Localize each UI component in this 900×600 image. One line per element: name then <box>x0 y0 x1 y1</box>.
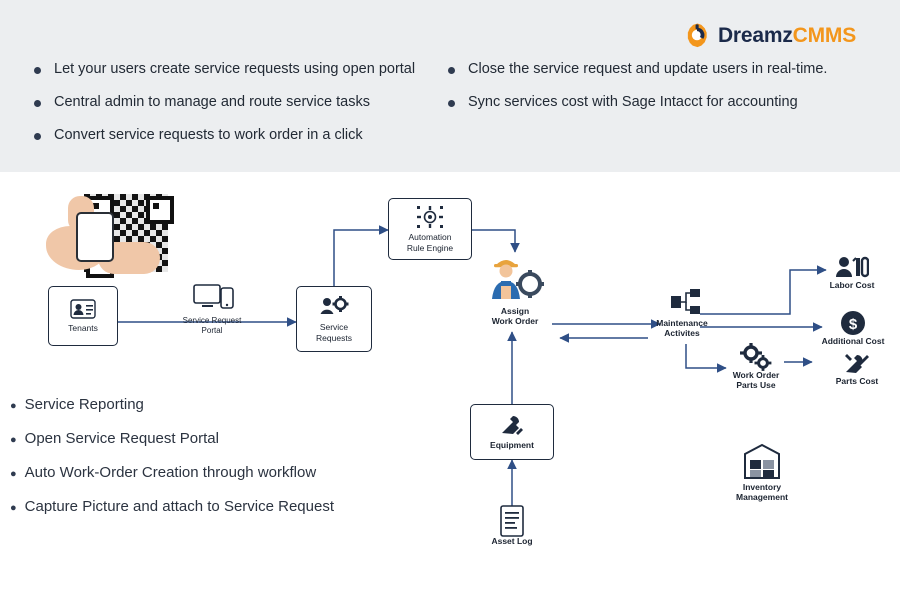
node-tenants[interactable] <box>48 286 118 346</box>
node-label-parts-cost: Parts Cost <box>835 376 879 386</box>
gear-logo-icon <box>684 22 711 49</box>
bullet-item <box>34 60 434 78</box>
node-additional-cost[interactable] <box>836 308 870 338</box>
brand-name-part1: Dreamz <box>717 23 793 47</box>
node-label: Equipment <box>490 439 534 450</box>
brand-name-part2: CMMS <box>792 23 856 47</box>
contact-card-icon <box>70 299 96 319</box>
node-service-request-portal[interactable] <box>186 280 242 314</box>
bullet-dot-icon <box>34 67 41 74</box>
node-label-labor-cost: Labor Cost <box>829 280 875 290</box>
person-count-icon <box>835 255 869 279</box>
dollar-coin-icon <box>840 310 866 336</box>
bullet-dot-icon <box>34 133 41 140</box>
feature-text: Auto Work-Order Creation through workflow <box>24 464 317 481</box>
bullet-dot-icon <box>34 100 41 107</box>
node-label-work-order-parts-use: Work Order Parts Use <box>732 370 780 391</box>
tools-icon <box>499 414 525 436</box>
worker-gear-icon <box>484 251 546 303</box>
bullet-item <box>34 93 434 111</box>
qr-corner-icon <box>146 196 174 224</box>
bullet-item <box>448 60 868 78</box>
feature-text: Capture Picture and attach to Service Request <box>24 498 334 515</box>
wrench-screwdriver-icon <box>843 352 871 376</box>
feature-text: Service Reporting <box>24 396 144 413</box>
node-parts-cost[interactable] <box>840 350 874 378</box>
workflow-diagram <box>0 172 900 600</box>
svg-text:$: $ <box>848 316 858 333</box>
bullet-dot-icon <box>448 100 455 107</box>
brand-logo <box>684 22 856 49</box>
node-label: Service Requests <box>316 322 352 343</box>
bullet-item <box>34 126 434 144</box>
devices-icon <box>193 282 235 312</box>
bullet-text: Central admin to manage and route service tasks <box>54 94 370 111</box>
brand-name <box>718 24 856 48</box>
bullet-text: Close the service request and update users in real-time. <box>468 61 828 77</box>
header-banner <box>0 0 900 172</box>
bullet-item <box>448 93 868 111</box>
node-inventory-management[interactable] <box>738 440 786 484</box>
bullet-dot-icon: ● <box>10 400 17 412</box>
bullet-dot-icon: ● <box>10 502 17 514</box>
node-label: Tenants <box>68 322 98 333</box>
smartphone-icon <box>76 212 114 262</box>
node-automation-rule-engine[interactable] <box>388 198 472 260</box>
qr-code-scan-icon <box>46 194 186 276</box>
node-label: Automation Rule Engine <box>406 232 454 253</box>
node-label-inventory-management: Inventory Management <box>736 482 788 503</box>
hierarchy-icon <box>670 287 702 317</box>
node-service-requests[interactable] <box>296 286 372 352</box>
node-maintenance-activites[interactable] <box>662 282 710 322</box>
gear-network-icon <box>416 205 444 229</box>
warehouse-boxes-icon <box>742 442 782 482</box>
feature-text: Open Service Request Portal <box>24 430 219 447</box>
node-label-additional-cost: Additional Cost <box>821 336 885 346</box>
people-gear-icon <box>319 295 349 317</box>
node-label-assign-work-order: Assign Work Order <box>491 306 539 327</box>
bullet-text: Convert service requests to work order in a click <box>54 127 363 144</box>
node-assign-work-order[interactable] <box>478 250 552 304</box>
bullet-text: Let your users create service requests using open portal <box>54 61 416 77</box>
bullet-dot-icon: ● <box>10 468 17 480</box>
node-label-maintenance-activites: Maintenance Activites <box>656 318 708 339</box>
edge-label-service-request-portal: Service Request Portal <box>182 316 242 335</box>
bullet-dot-icon: ● <box>10 434 17 446</box>
bullet-dot-icon <box>448 67 455 74</box>
document-icon <box>499 504 525 538</box>
bullet-list-left <box>34 60 434 159</box>
node-labor-cost[interactable] <box>830 252 874 282</box>
bullet-text: Sync services cost with Sage Intacct for accounting <box>468 94 798 111</box>
node-label-asset-log: Asset Log <box>491 536 533 546</box>
gears-icon <box>739 342 773 372</box>
node-equipment[interactable] <box>470 404 554 460</box>
bullet-list-right <box>448 60 868 126</box>
